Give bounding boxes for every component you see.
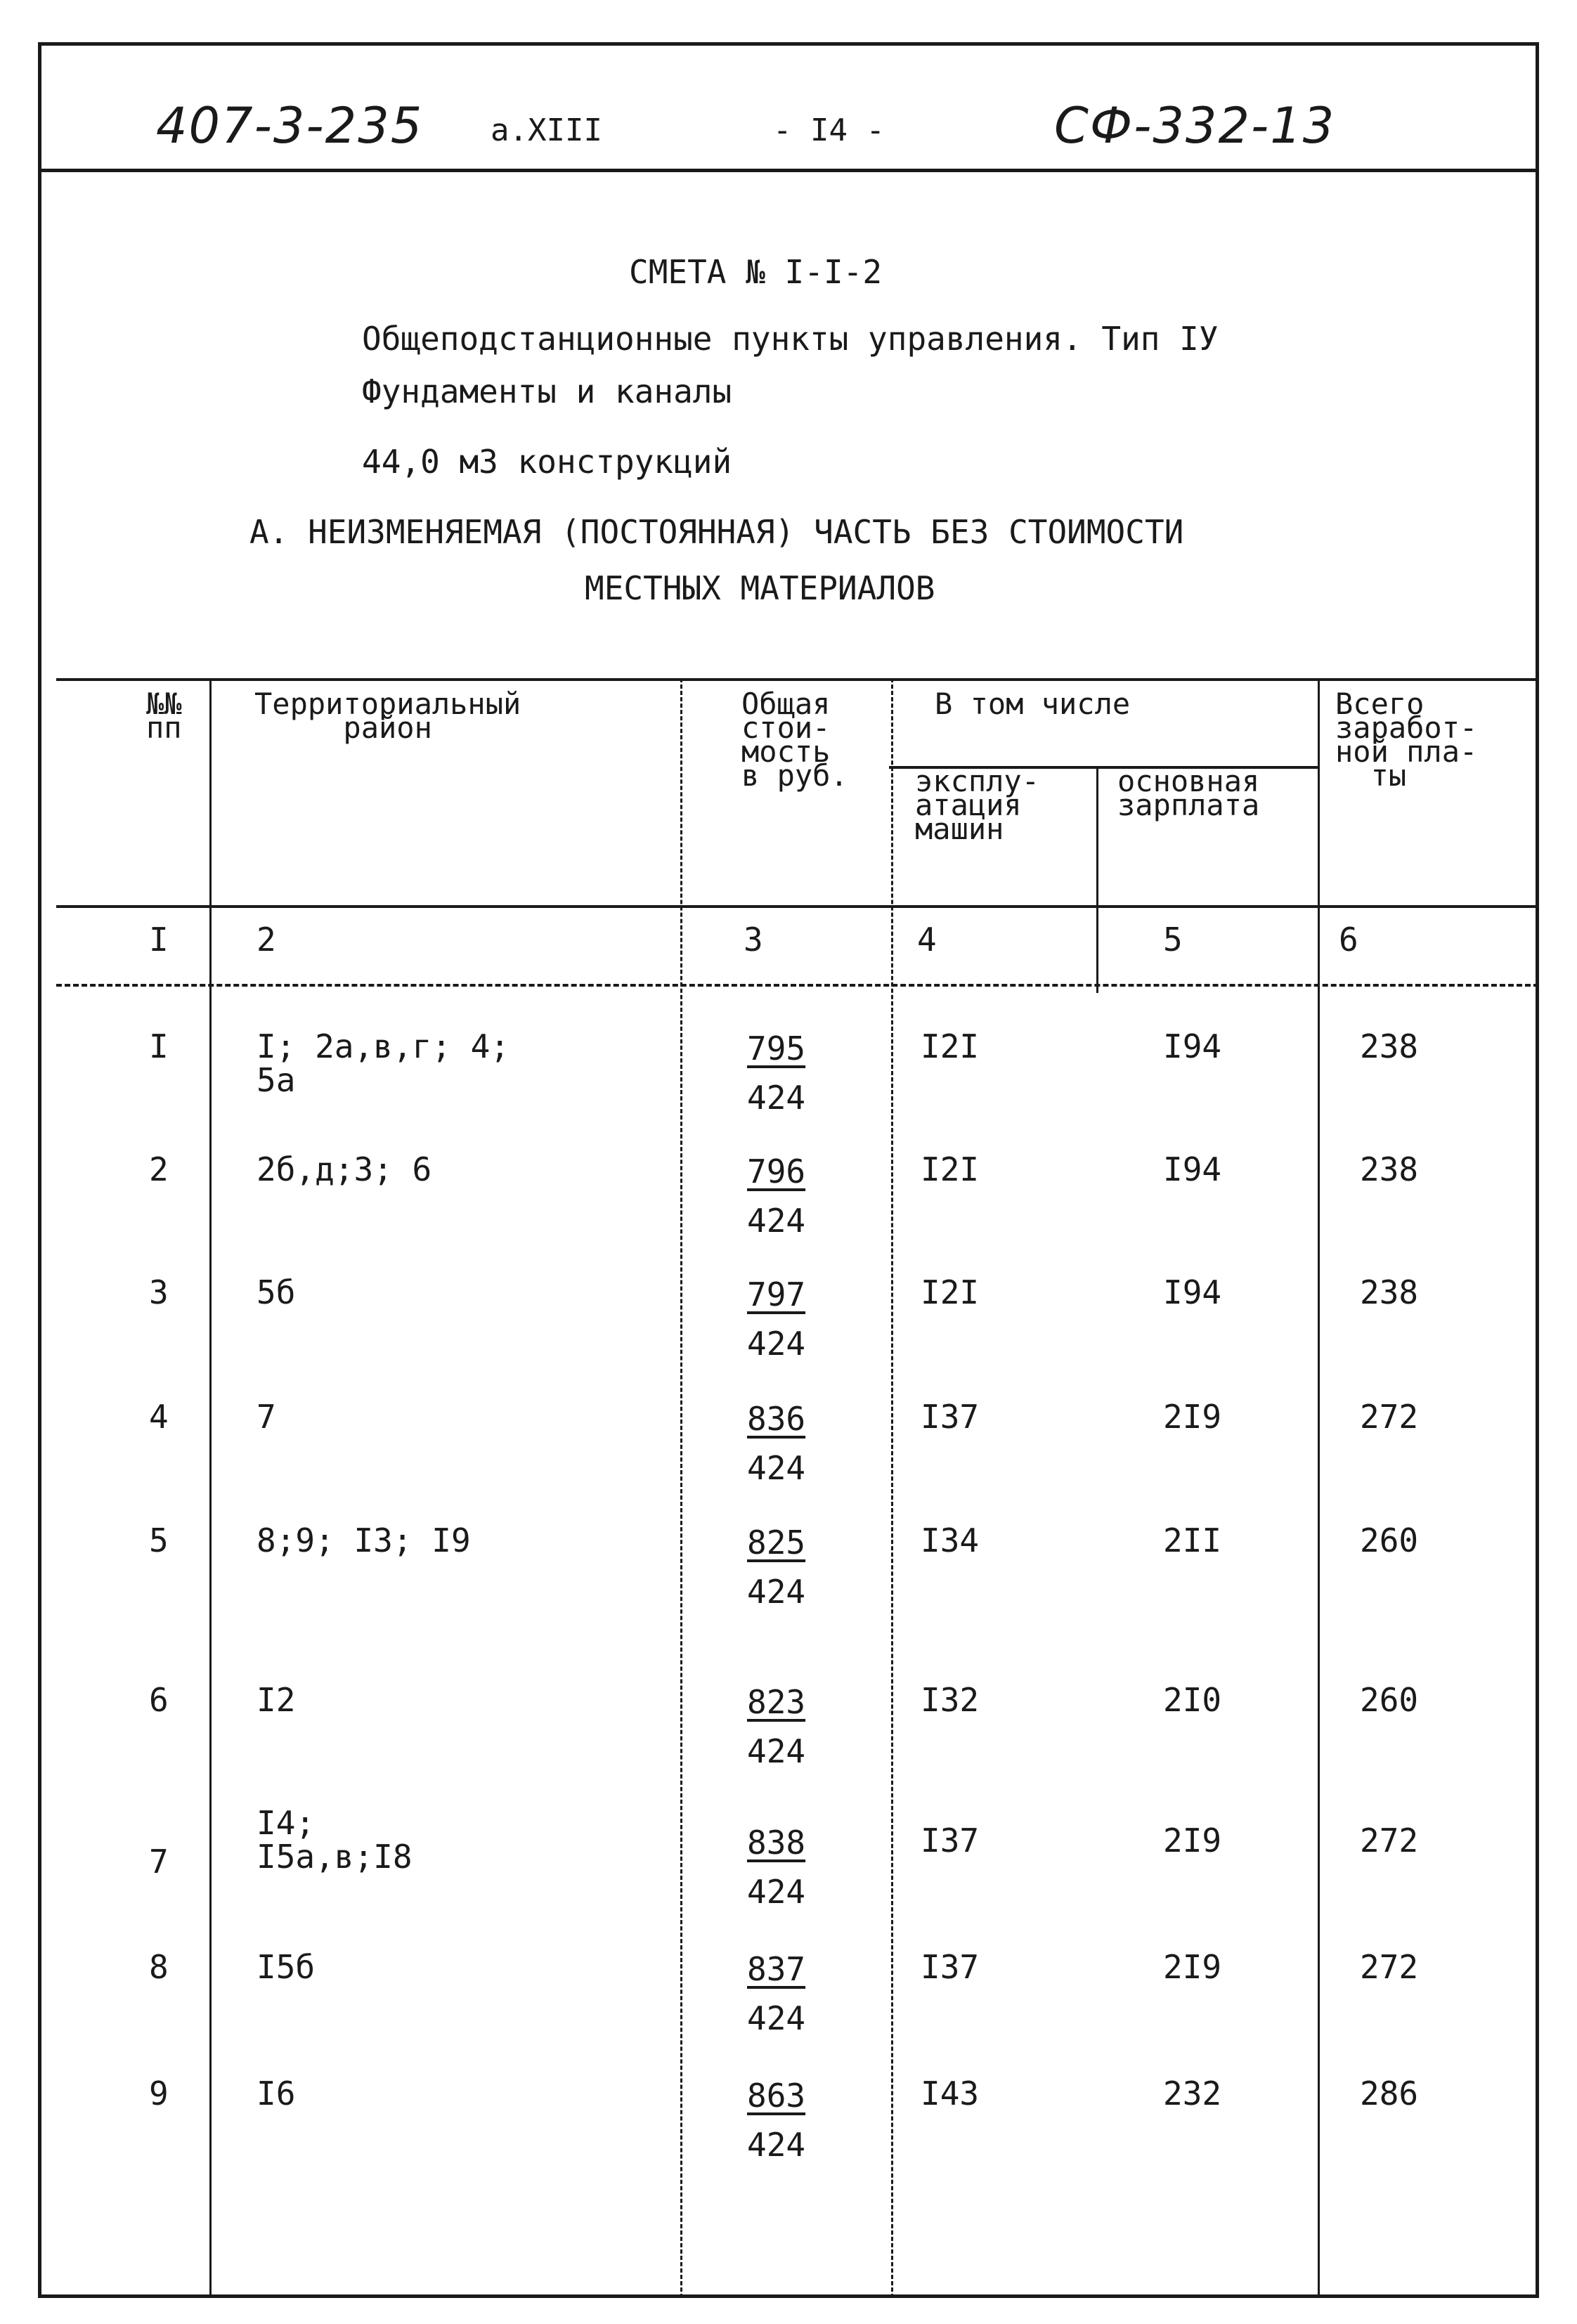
- machine-cost-cell: I43: [921, 2075, 980, 2112]
- colnum-bottom-rule: [56, 984, 1539, 987]
- salary-cell: 2II: [1163, 1521, 1222, 1559]
- row-number: 3: [149, 1273, 169, 1311]
- total-wages-cell: 238: [1360, 1027, 1419, 1065]
- object-title-line1: Общеподстанционные пункты управления. Тип IУ: [362, 320, 1219, 358]
- col-divider-3: [891, 678, 893, 2298]
- column-number: 6: [1339, 921, 1358, 959]
- total-wages-cell: 272: [1360, 1398, 1419, 1436]
- total-wages-cell: 238: [1360, 1273, 1419, 1311]
- region-cell: 7: [257, 1398, 276, 1436]
- salary-cell: 2I9: [1163, 1948, 1222, 1986]
- column-number: 2: [257, 921, 276, 959]
- total-wages-cell: 260: [1360, 1521, 1419, 1559]
- total-cost-cell: 797: [747, 1275, 806, 1313]
- total-cost-cell: 823: [747, 1683, 806, 1721]
- region-cell: I6: [257, 2075, 296, 2112]
- region-cell: 8;9; I3; I9: [257, 1521, 471, 1559]
- region-cell: 2б,д;3; 6: [257, 1150, 432, 1188]
- album-label: а.XIII: [491, 112, 602, 148]
- total-wages-cell: 272: [1360, 1822, 1419, 1859]
- col-divider-1: [209, 678, 212, 2298]
- total-wages-cell: 238: [1360, 1150, 1419, 1188]
- row-number: 7: [149, 1843, 169, 1881]
- region-cell: I4; I5а,в;I8: [257, 1804, 413, 1876]
- total-wages-cell: 272: [1360, 1948, 1419, 1986]
- machine-cost-cell: I32: [921, 1681, 980, 1719]
- total-cost-cell: 795: [747, 1030, 806, 1067]
- volume-label: 44,0 м3 конструкций: [362, 443, 732, 481]
- salary-cell: 2I9: [1163, 1822, 1222, 1859]
- machine-cost-cell: I2I: [921, 1273, 980, 1311]
- col-divider-4: [1096, 766, 1098, 993]
- row-number: 9: [149, 2075, 169, 2112]
- header-row-number: №№ пп: [146, 687, 182, 745]
- column-number: 5: [1163, 921, 1183, 959]
- salary-cell: I94: [1163, 1150, 1222, 1188]
- total-cost-cell: 836: [747, 1400, 806, 1438]
- col-divider-5: [1318, 678, 1320, 2298]
- header-region: Территориальный район: [254, 687, 521, 745]
- header-total-cost: Общая стои- мость в руб.: [741, 687, 848, 793]
- total-cost-sub-cell: 424: [747, 1079, 806, 1117]
- header-divider: [38, 169, 1539, 172]
- salary-cell: 2I0: [1163, 1681, 1222, 1719]
- region-cell: I2: [257, 1681, 296, 1719]
- salary-cell: I94: [1163, 1027, 1222, 1065]
- machine-cost-cell: I2I: [921, 1150, 980, 1188]
- machine-cost-cell: I34: [921, 1521, 980, 1559]
- machine-cost-cell: I37: [921, 1822, 980, 1859]
- section-title-2: МЕСТНЫХ МАТЕРИАЛОВ: [585, 569, 935, 607]
- table-top-rule: [56, 678, 1539, 681]
- row-number: I: [149, 1027, 169, 1065]
- total-cost-sub-cell: 424: [747, 1732, 806, 1770]
- total-cost-cell: 838: [747, 1824, 806, 1862]
- row-number: 2: [149, 1150, 169, 1188]
- total-cost-sub-cell: 424: [747, 1449, 806, 1487]
- row-number: 4: [149, 1398, 169, 1436]
- page-number: - I4 -: [773, 112, 885, 148]
- header-base-salary: основная зарплата: [1117, 764, 1260, 822]
- total-wages-cell: 260: [1360, 1681, 1419, 1719]
- row-number: 8: [149, 1948, 169, 1986]
- salary-cell: 2I9: [1163, 1398, 1222, 1436]
- header-bottom-rule: [56, 905, 1539, 908]
- header-including: В том числе: [935, 687, 1131, 721]
- total-cost-sub-cell: 424: [747, 1873, 806, 1911]
- row-number: 6: [149, 1681, 169, 1719]
- section-title-1: А. НЕИЗМЕНЯЕМАЯ (ПОСТОЯННАЯ) ЧАСТЬ БЕЗ СТОИМОСТИ: [249, 513, 1184, 551]
- header-machine-operation: эксплу- атация машин: [915, 764, 1040, 846]
- total-cost-cell: 863: [747, 2077, 806, 2115]
- total-cost-sub-cell: 424: [747, 1573, 806, 1611]
- region-cell: 5б: [257, 1273, 296, 1311]
- column-number: 3: [744, 921, 763, 959]
- row-number: 5: [149, 1521, 169, 1559]
- header-total-wages: Всего заработ- ной пла- ты: [1335, 687, 1478, 793]
- machine-cost-cell: I37: [921, 1398, 980, 1436]
- col-divider-2: [680, 678, 682, 2298]
- machine-cost-cell: I37: [921, 1948, 980, 1986]
- total-cost-sub-cell: 424: [747, 2126, 806, 2164]
- column-number: I: [149, 921, 169, 959]
- doc-code: 407-3-235: [156, 97, 424, 155]
- total-cost-cell: 796: [747, 1153, 806, 1190]
- total-wages-cell: 286: [1360, 2075, 1419, 2112]
- total-cost-sub-cell: 424: [747, 1999, 806, 2037]
- machine-cost-cell: I2I: [921, 1027, 980, 1065]
- estimate-title: СМЕТА № I-I-2: [629, 253, 883, 291]
- sheet-code: СФ-332-13: [1054, 97, 1336, 155]
- total-cost-sub-cell: 424: [747, 1202, 806, 1240]
- object-title-line2: Фундаменты и каналы: [362, 372, 732, 410]
- total-cost-sub-cell: 424: [747, 1325, 806, 1363]
- total-cost-cell: 837: [747, 1950, 806, 1988]
- salary-cell: I94: [1163, 1273, 1222, 1311]
- column-number: 4: [917, 921, 937, 959]
- region-cell: I; 2а,в,г; 4; 5а: [257, 1027, 510, 1099]
- salary-cell: 232: [1163, 2075, 1222, 2112]
- total-cost-cell: 825: [747, 1524, 806, 1562]
- region-cell: I5б: [257, 1948, 316, 1986]
